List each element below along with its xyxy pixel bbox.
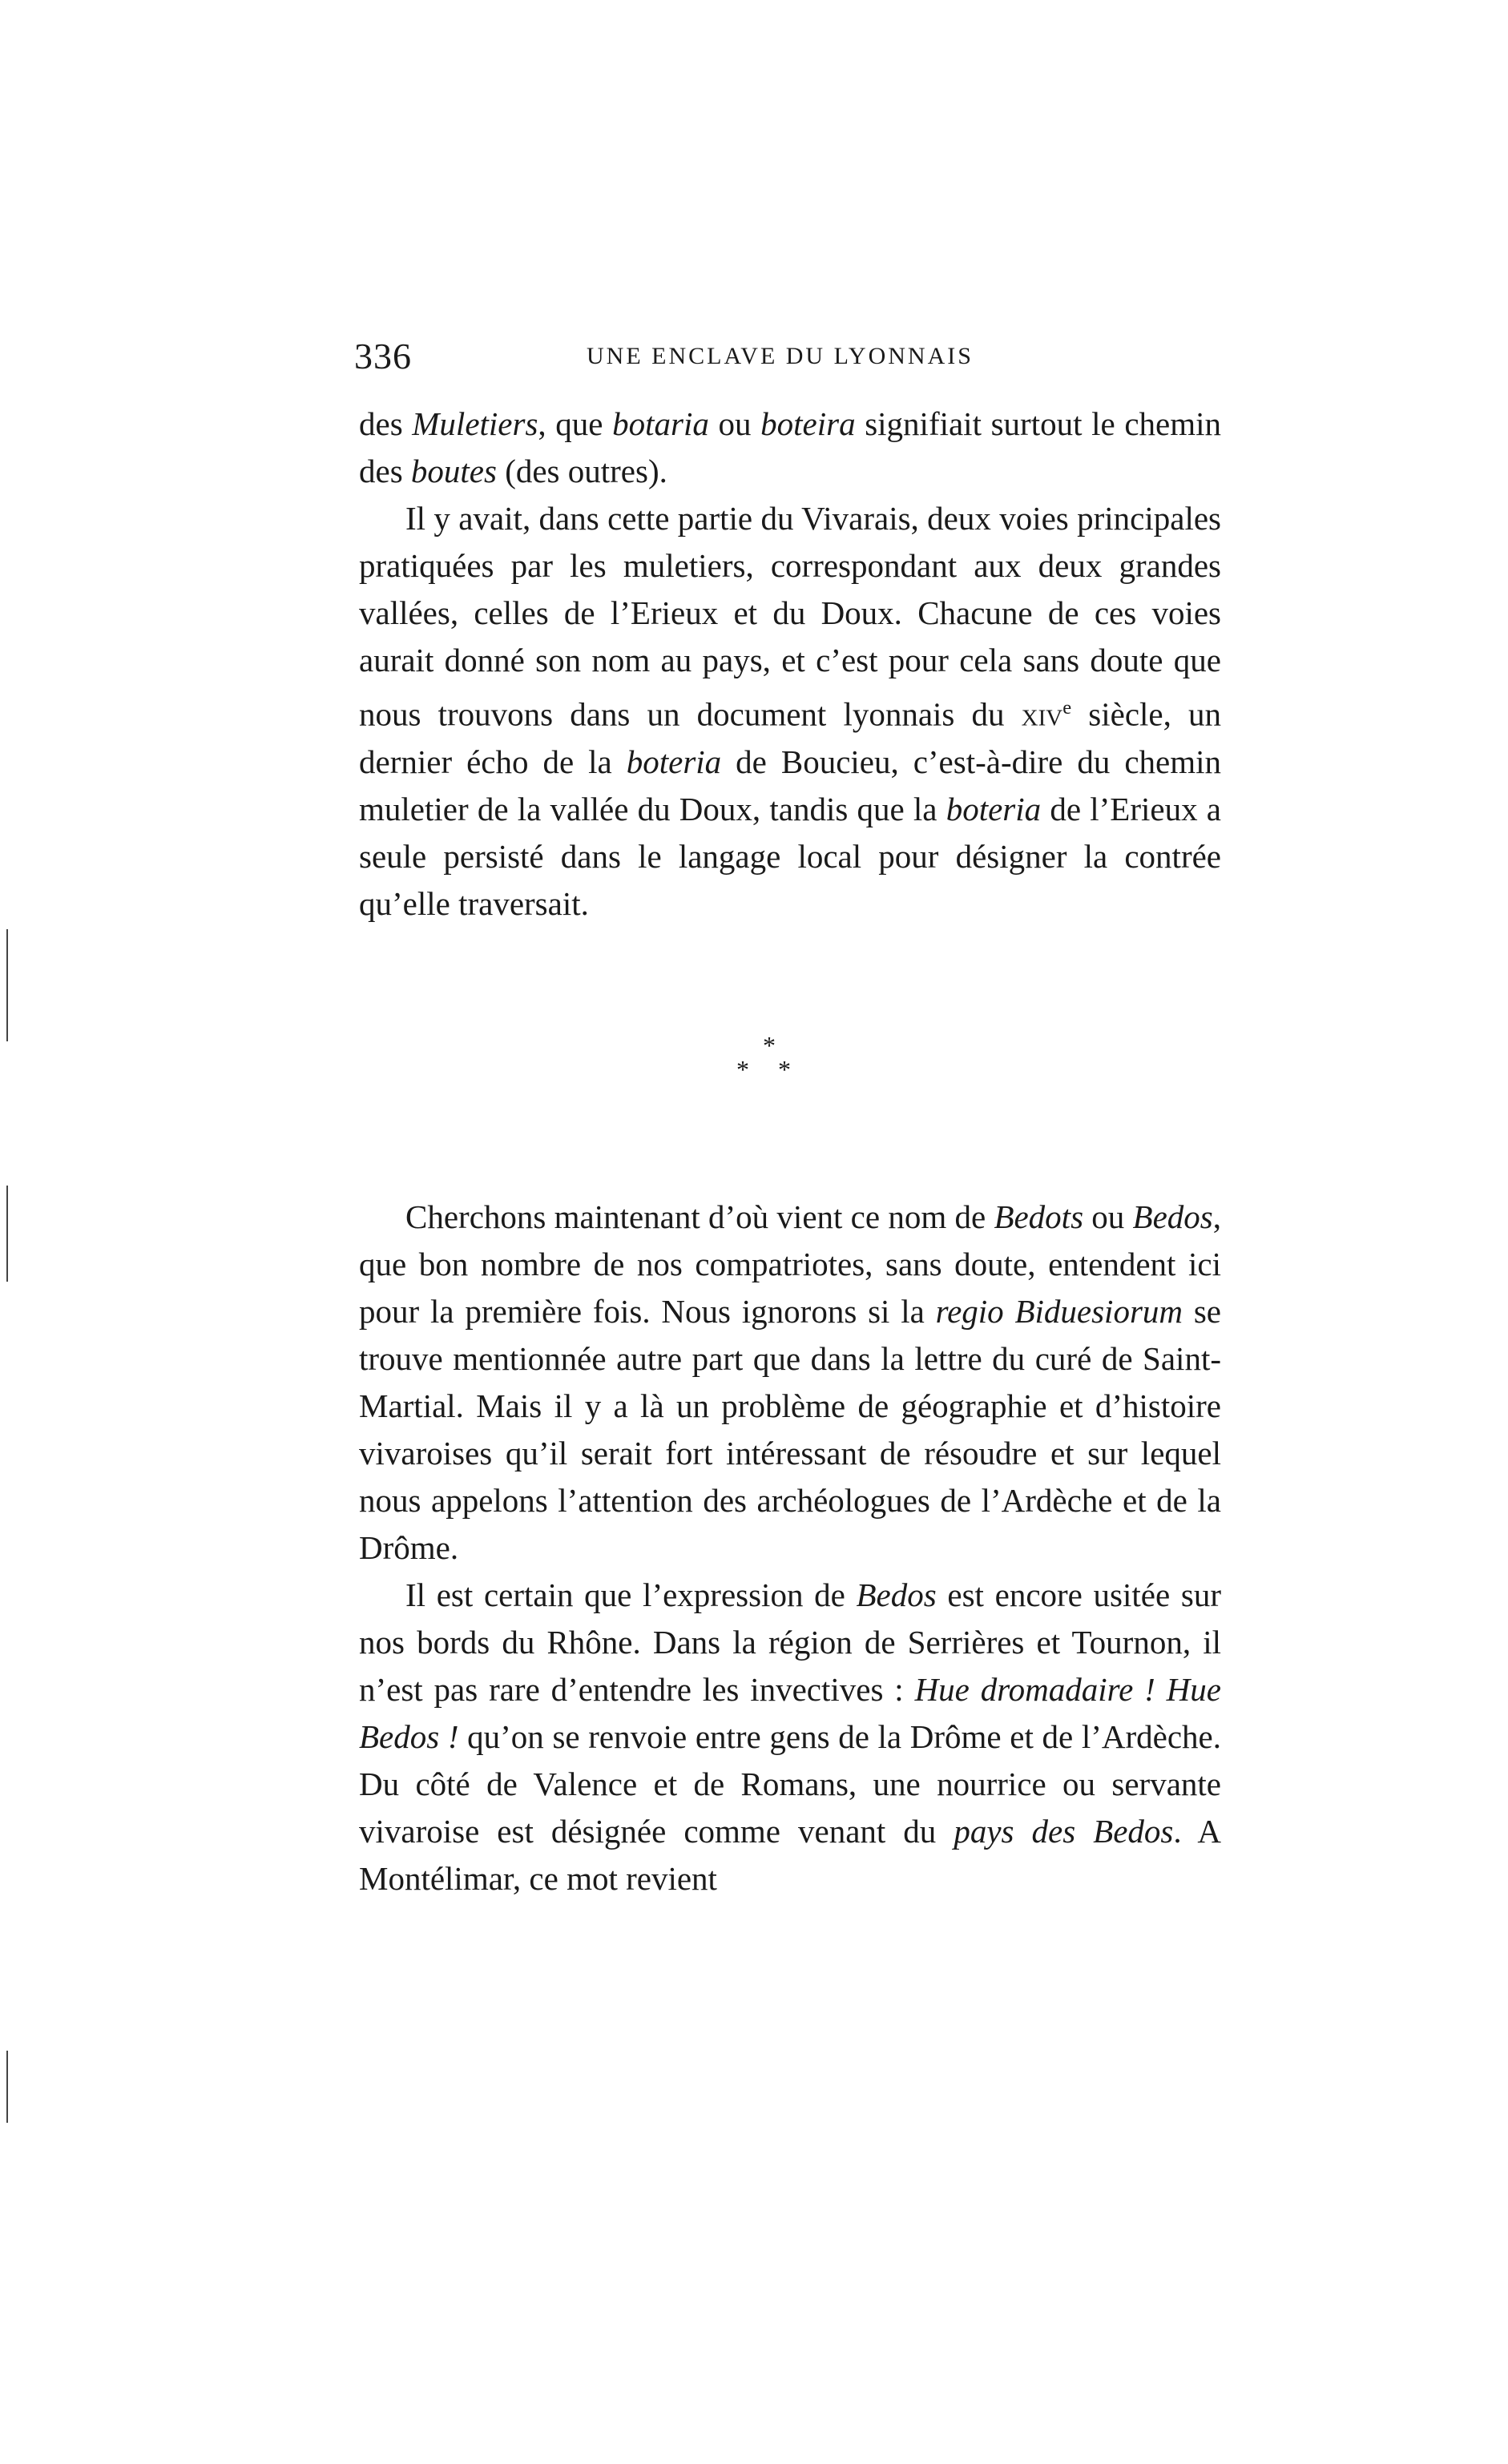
text-run: siècle, un dernier écho de la — [359, 695, 1221, 780]
paragraph — [359, 1572, 1221, 1902]
text-run: ou — [1083, 1198, 1133, 1235]
text-run: Il y avait, dans cette partie du Vivarais, deux voies principales pratiquées par les muletiers, correspondant aux deux grandes vallées, celles de l’Erieux et du Doux. Chacune de ces voies aurait donné son nom au pays, et c’est pour cela sans doute que nous trouvons dans un document lyonnais du — [359, 500, 1221, 733]
italic-text: pays des Bedos — [954, 1813, 1174, 1850]
page-number: 336 — [354, 336, 412, 376]
asterism-bottom: * * — [736, 1055, 802, 1084]
running-title: UNE ENCLAVE DU LYONNAIS — [587, 343, 974, 369]
italic-text: Muletiers — [412, 405, 538, 442]
italic-text: Bedos — [1132, 1198, 1213, 1235]
small-caps-text: xiv — [1021, 695, 1063, 733]
text-run: de Boucieu, c’est-à-dire du chemin muletier de la vallée du Doux, tandis que la — [359, 743, 1222, 827]
page-header — [354, 335, 1255, 383]
scan-edge-mark — [6, 2051, 8, 2123]
italic-text: boteria — [946, 790, 1042, 827]
paragraph — [359, 495, 1221, 928]
text-run: signifiait surtout le chemin des — [359, 405, 1222, 489]
italic-text: Hue dromadaire ! Hue Bedos ! — [359, 1671, 1221, 1755]
paragraph — [359, 401, 1221, 495]
section-1 — [359, 401, 1221, 928]
italic-text: boteira — [760, 405, 856, 442]
scan-edge-mark — [6, 1186, 8, 1282]
text-run: . A Montélimar, ce mot revient — [359, 1813, 1221, 1897]
paragraph — [359, 1194, 1221, 1572]
text-run: des — [359, 405, 413, 442]
text-run: se trouve mentionnée autre part que dans la lettre du curé de Saint-Martial. Mais il y a là un problème de géographie et d’histoire vivaroises qu’il serait fort intéressant de résoudre et sur lequel nous appelons l’attention des archéologues de l’Ardèche et de la Drôme. — [359, 1293, 1221, 1566]
superscript-text: e — [1062, 697, 1072, 719]
text-run: (des outres). — [496, 453, 667, 489]
section-2 — [359, 1194, 1221, 1902]
italic-text: botaria — [612, 405, 709, 442]
text-run: , que — [538, 405, 613, 442]
text-run: qu’on se renvoie entre gens de la Drôme et de l’Ardèche. Du côté de Valence et de Romans, une nourrice ou servante vivaroise est désignée comme venant du — [359, 1718, 1221, 1850]
italic-text: Bedots — [994, 1198, 1084, 1235]
asterism-top: * — [763, 1031, 776, 1060]
text-run: est encore usitée sur nos bords du Rhône. Dans la région de Serrières et Tournon, il n’est pas rare d’entendre les invectives : — [359, 1576, 1221, 1708]
italic-text: Bedos — [856, 1576, 937, 1613]
italic-text: regio Biduesiorum — [935, 1293, 1183, 1330]
text-run: Cherchons maintenant d’où vient ce nom de — [405, 1198, 994, 1235]
text-run: Il est certain que l’expression de — [405, 1576, 857, 1613]
scan-edge-mark — [6, 929, 8, 1041]
italic-text: boutes — [410, 453, 497, 489]
text-run: , que bon nombre de nos compatriotes, sans doute, entendent ici pour la première fois. Nous ignorons si la — [359, 1198, 1221, 1330]
asterism-separator — [721, 1031, 817, 1084]
text-run: de l’Erieux a seule persisté dans le langage local pour désigner la contrée qu’elle traversait. — [359, 790, 1222, 922]
text-run: ou — [708, 405, 761, 442]
italic-text: boteria — [626, 743, 722, 780]
